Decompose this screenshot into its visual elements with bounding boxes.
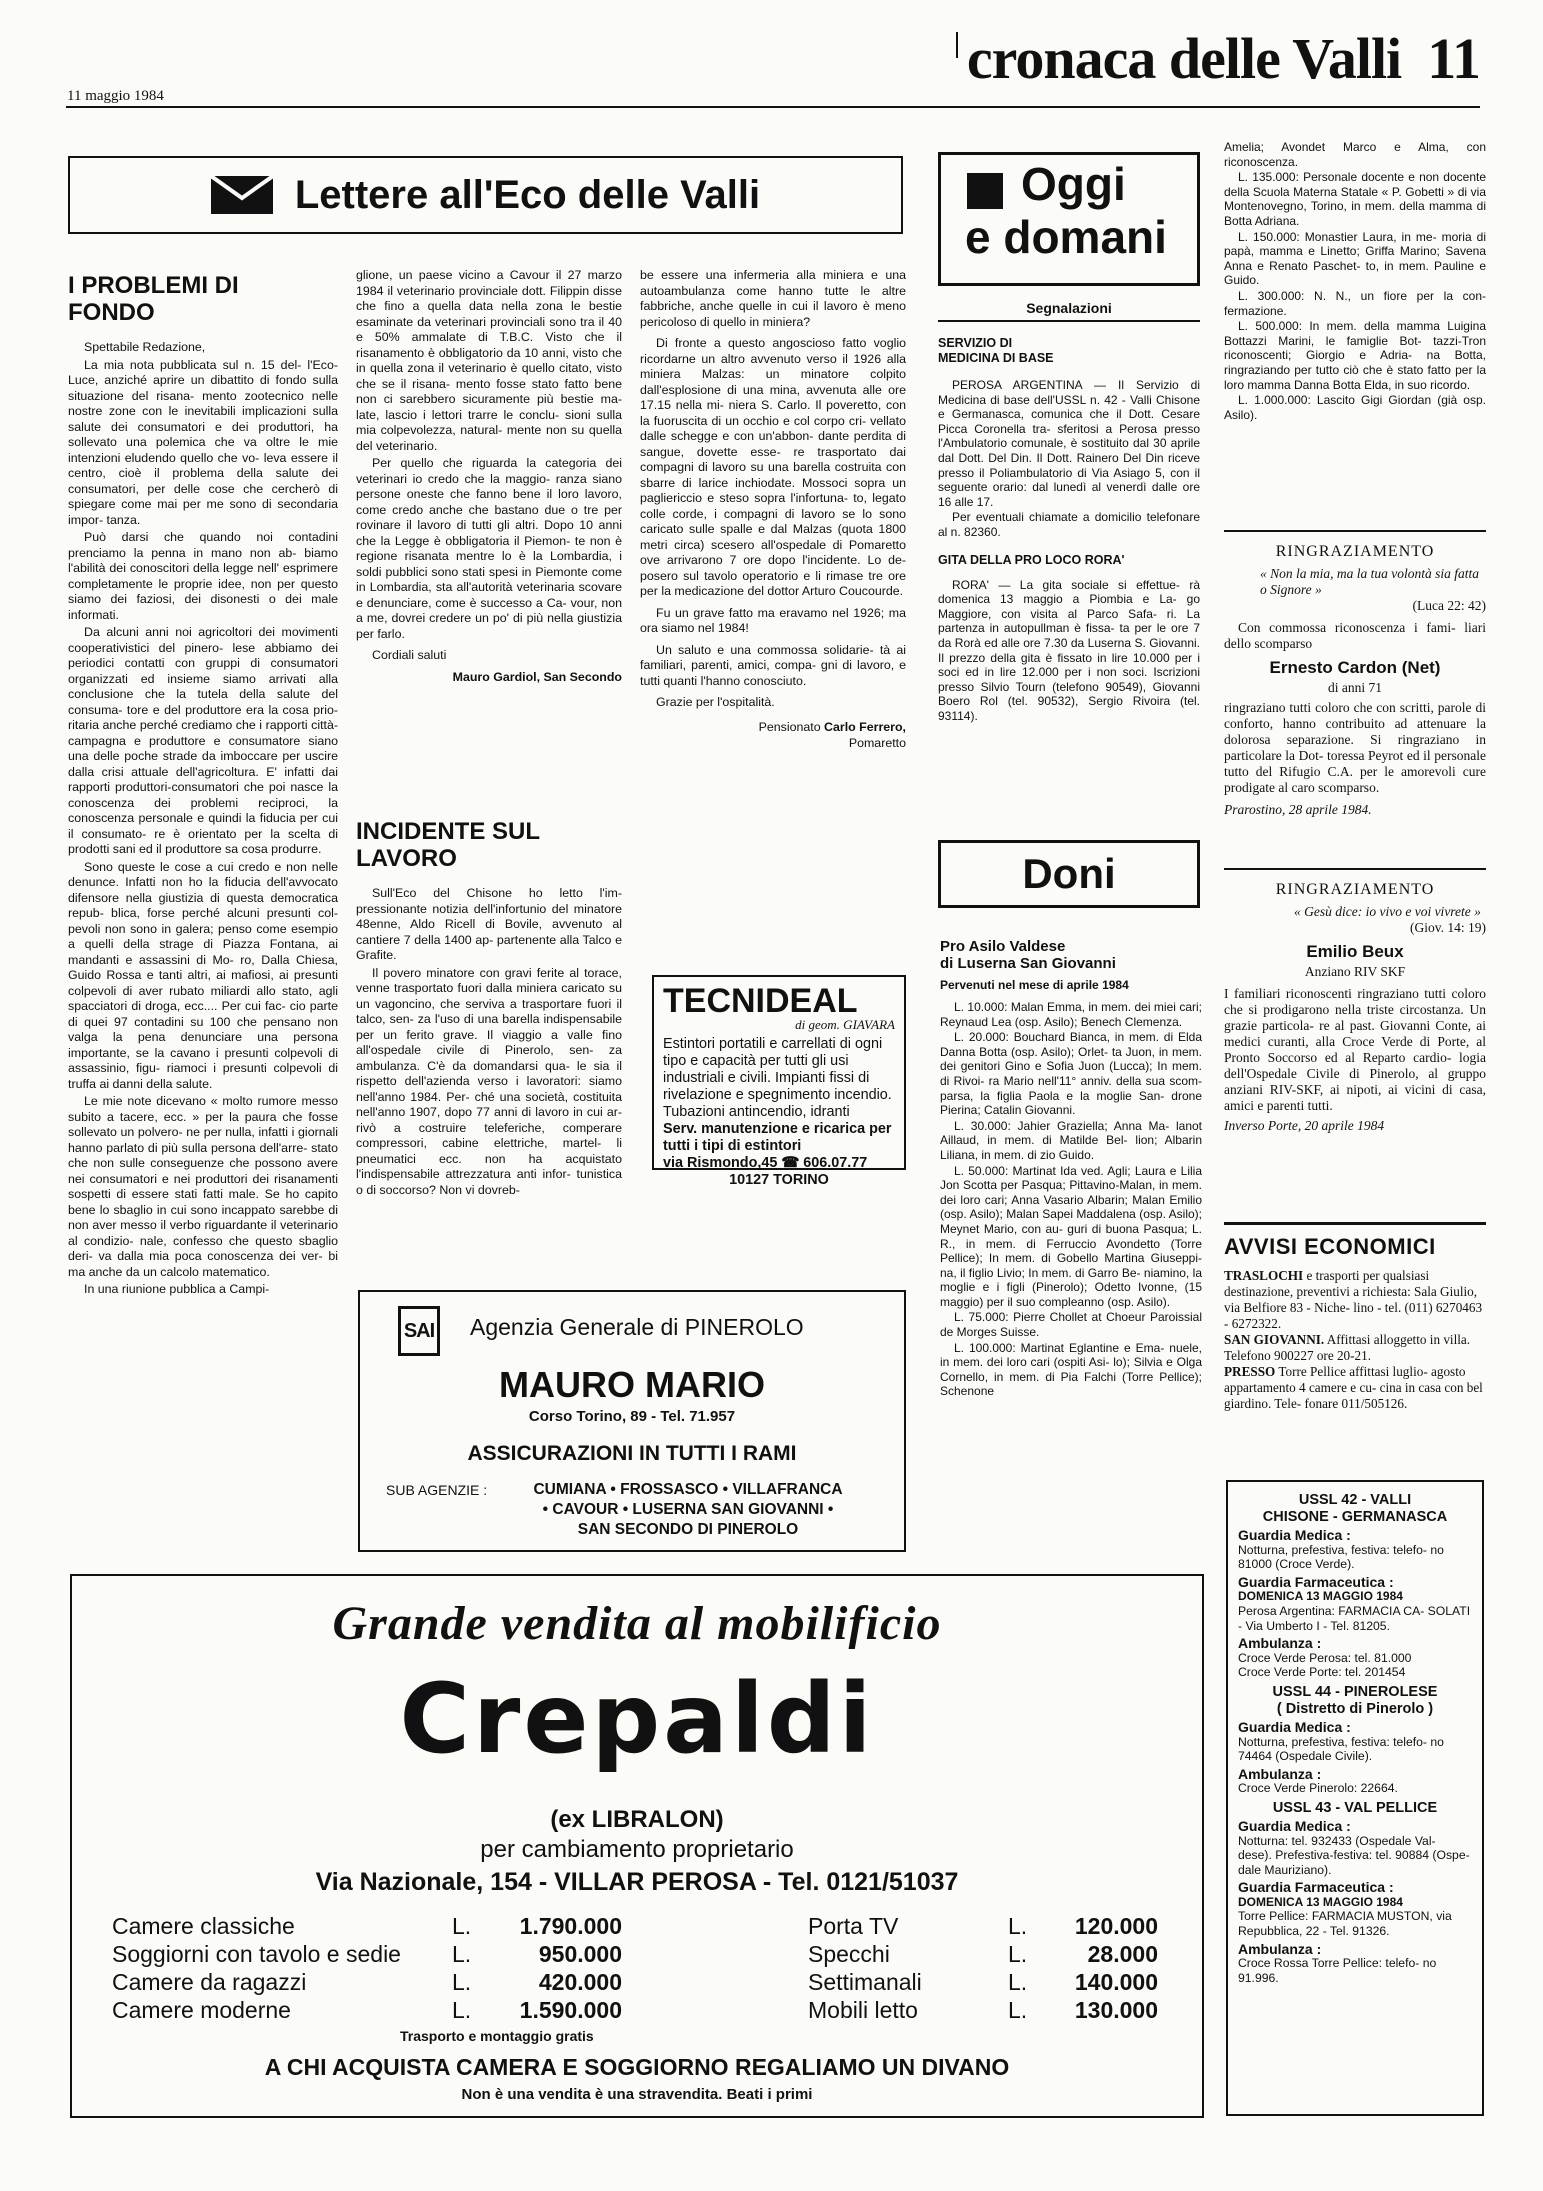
price-row — [112, 1996, 672, 2024]
notice-text: RORA' — La gita sociale si effettue- rà domenica 13 maggio a Piombia e La- go Maggiore, con visita al Parco Safa- ri. La partenza in autopullman è fissa- ta per le ore 7 da Rorà ed alle ore 7.30 da Luserna S. Giovanni. Il prezzo della gita è fissato in lire 10.000 per i soci ed in lire 12.000 per i non soci. Iscrizioni presso Silvio Tourn (telefono 90549), Giovanni Boero Rol (tel. 90532), Sergio Rivoira (tel. 93114). — [938, 577, 1200, 723]
doni-list — [940, 938, 1202, 1400]
avvisi-list — [1224, 1268, 1486, 1412]
price-value: 950.000 — [538, 1941, 622, 1967]
price-currency: L. — [452, 1969, 472, 1995]
doni-sub: Pervenuti nel mese di aprile 1984 — [940, 978, 1129, 992]
ussl-heading: Guardia Medica : — [1238, 1817, 1351, 1834]
paragraph: Da alcuni anni noi agricoltori dei movimenti cooperativistici del pinero- lese abbiamo dei periodici contatti con gruppi di consumatori organizzati ed insieme siamo arrivati alla conclusione che la tutela della salute del consuma- tore e del produttore era la cosa prio- ritaria anche perché crediamo che i rapporti città-campagna e produttore e consumatore siano una delle poche strade da imboccare per uscire dalla crisi attuale dell'agricoltura. E' infatti dai rapporti produttori-consumatori che poi nasce la conoscenza dei problemi reciproci, la conoscenza personale e quindi la fiducia per cui il consumato- re è orientato per la scelta di prodotti sani ed il produttore sa cosa produrre. — [68, 625, 338, 856]
ussl-44-title — [1238, 1684, 1472, 1718]
ringraziamento-cardon — [1224, 544, 1486, 818]
notice-head-line: MEDICINA DI BASE — [938, 351, 1054, 365]
ussl-heading: Guardia Farmaceutica : — [1238, 1879, 1394, 1896]
paragraph: Le mie note dicevano « molto rumore messo subito a tacere, ecc. » per la paura che fosse sollevato un polvero- ne per nulla, infatti i giornali hanno parlato di più sulla persona dell'arre- stato che non sulle conseguenze che possono avere nei consumatori e nei produttori dei risanamenti sospetti di essere stati fatti male. Se ho capito bene lo sbaglio in cui sono incappato sarebbe di non aver messo il verbo riguardante il veterinario al condizio- nale, confesso che questo sbaglio deri- va dalla mia poca conoscenza dei ver- bi ma anche da un calcolo matematico. — [68, 1094, 338, 1279]
sai-logo: SAI — [398, 1306, 440, 1356]
ussl-text: Croce Verde Pinerolo: 22664. — [1238, 1781, 1398, 1796]
notice-head: GITA DELLA PRO LOCO RORA' — [938, 552, 1125, 567]
sai-sub-line: SAN SECONDO DI PINEROLO — [577, 1521, 799, 1538]
price-label: Mobili letto — [808, 1997, 918, 2023]
avviso-lead: SAN GIOVANNI. — [1224, 1332, 1325, 1347]
price-currency: L. — [1008, 1913, 1028, 1939]
avviso-text: Affittasi alloggetto in villa. Telefono 900227 ore 20-21. — [1224, 1332, 1471, 1363]
price-list-left — [112, 1912, 672, 2024]
segnalazioni-label: Segnalazioni — [1026, 300, 1112, 316]
price-row — [112, 1940, 672, 1968]
sai-ad — [358, 1290, 906, 1552]
ussl-title-line: ( Distretto di Pinerolo ) — [1276, 1700, 1434, 1717]
doni-entry: L. 100.000: Martinat Eglantine e Ema- nuele, in mem. dei loro cari (ospiti Asi- lo); Silvia e Olga Cornello, in mem. di Pia Falchi (Torre Pellice); Schenone — [940, 1340, 1202, 1399]
sai-agency: Agenzia Generale di PINEROLO — [470, 1314, 804, 1340]
price-value: 28.000 — [1087, 1941, 1158, 1967]
avviso-text: Torre Pellice affittasi luglio- agosto appartamento 4 camere e cu- cina in casa con bel giardino. Tele- fonare 011/505126. — [1224, 1364, 1483, 1411]
ussl-text: Torre Pellice: FARMACIA MUSTON, via Repubblica, 22 - Tel. 91326. — [1238, 1909, 1452, 1939]
price-value: 420.000 — [538, 1969, 622, 1995]
ussl-text: Perosa Argentina: FARMACIA CA- SOLATI - Via Umberto I - Tel. 81205. — [1238, 1603, 1471, 1633]
price-label: Camere moderne — [112, 1997, 291, 2023]
crepaldi-reason: per cambiamento proprietario — [480, 1836, 794, 1863]
segnalazioni-list — [938, 336, 1200, 724]
notice-head-line: SERVIZIO DI — [938, 336, 1013, 350]
divider — [1224, 868, 1486, 870]
issue-date: 11 maggio 1984 — [67, 88, 164, 104]
avvisi-economici — [1224, 1234, 1486, 1412]
doni-entry: L. 30.000: Jahier Graziella; Anna Ma- lanot Aillaud, in mem. di Matilde Bel- lion; Albarin Liliana, in mem. di zio Guido. — [940, 1118, 1202, 1162]
ring-ref: (Giov. 14: 19) — [1410, 920, 1486, 935]
avviso-item — [1224, 1364, 1486, 1412]
avviso-lead: TRASLOCHI — [1224, 1268, 1304, 1283]
ring-place: Inverso Porte, 20 aprile 1984 — [1224, 1118, 1385, 1133]
envelope-icon — [211, 176, 273, 214]
notice-head — [938, 336, 1200, 366]
price-value: 140.000 — [1074, 1969, 1158, 1995]
signature-place: Pomaretto — [848, 735, 906, 750]
ring-name: Emilio Beux — [1306, 942, 1404, 961]
price-value: 1.590.000 — [519, 1997, 622, 2023]
doni-banner — [938, 840, 1200, 908]
doni-entry: L. 500.000: In mem. della mamma Luigina Bottazzi Marini, le famiglie Bot- tazzi-Tron riconoscenti; Giorgio e Adria- na Botta, ringraziando per tutto ciò che è stato fatto per la loro mamma Danna Botta Elda, in suo ricordo. — [1224, 319, 1486, 392]
price-row — [808, 1996, 1168, 2024]
article-body — [356, 886, 622, 1198]
ussl-text: Croce Verde Porte: tel. 201454 — [1238, 1665, 1406, 1680]
paragraph: Di fronte a questo angoscioso fatto voglio ricordarne un altro avvenuto verso il 1926 alla miniera Malzas: un minatore colpito dall'esplosione di una mina, avvenuta alle ore 17.15 nella mi- niera S. Carlo. Il poveretto, con la fuoruscita di un occhio e col corpo cri- vellato dalle schegge e con un'abbon- dante perdita di sangue, dovette esse- re trasportato dai compagni di lavoro su una barella costruita con sbarre di larice inchiodate. Mossoci sopra un pagliericcio e steso sopra l'infortuna- to, legato colle corde, i compagni di lavoro se lo sono caricato sulle spalle e dal Malzas (quota 1800 metri circa) scesero all'ospedale di Pomaretto ove arrivarono 7 ore dopo l'incidente. Lo de- posero sul tavolo operatorio e li rimase tre ore per la medicazione del dottor Arturo Coucourde. — [640, 336, 906, 598]
salutation: Spettabile Redazione, — [84, 340, 206, 354]
price-row — [808, 1912, 1168, 1940]
tecnideal-ad — [652, 975, 906, 1188]
paragraph: glione, un paese vicino a Cavour il 27 marzo 1984 il veterinario provinciale dott. Filippin disse che fino a quella data nella zona le bestie esaminate da veterinari provinciali sono tra il 40 e 50% ammalate di T.B.C. Visto che il risanamento è obbligatorio da 10 anni, visto che in quella zona il veterinario è quello citato, visto che se il risana- mento fosse stato fatto bene non ci sarebbero sicuramente più bestie ma- late, lascio i lettori trarre le conclu- sioni sulla mia colpevolezza, natural- mente non su quella del veterinario. — [356, 268, 622, 453]
tecnideal-owner: di geom. GIAVARA — [795, 1017, 895, 1032]
letters-banner-title: Lettere all'Eco delle Valli — [294, 172, 761, 217]
ussl-heading: Guardia Farmaceutica : — [1238, 1573, 1394, 1590]
signature — [640, 719, 906, 751]
doni-entry: L. 1.000.000: Lascito Gigi Giordan (già osp. Asilo). — [1224, 393, 1486, 422]
ussl-43-title: USSL 43 - VAL PELLICE — [1272, 1799, 1438, 1816]
square-bullet-icon — [967, 173, 1003, 209]
paragraph: Il povero minatore con gravi ferite al torace, venne trasportato fuori dalla miniera caricato su un vagoncino, che serviva a trasportare fuori il talco, sen- za l'uso di una barella indispensabile per un ferito grave. Il viaggio a valle fino all'ospedale civile di Pinerolo, sen- za ambulanza. C'è da domandarsi qua- le sia il rispetto dell'azienda verso i lavoratori: siamo nell'anno 1984. Per- ché una società, costituita nell'anno 1907, dopo 77 anni di lavoro in cui ar- rivò a costruire teleferiche, comperare compressori, cabine elettriche, martel- li pneumatici ecc. non ha acquistato l'indispensabile attrezzatura anti infor- tunistica o di soccorso? Non vi dovreb- — [356, 965, 622, 1197]
ussl-heading: Guardia Medica : — [1238, 1718, 1351, 1735]
notice-text: PEROSA ARGENTINA — Il Servizio di Medicina di base dell'USSL n. 42 - Valli Chisone e Germanasca, comunica che il Dott. Cesare Picca Coronella tra- sferitosi a Perosa presso l'Ambulatorio comunale, è sostituito dal 30 aprile dal Dott. Del Din. Il Dott. Rainero Del Din riceve presso il Poliambulatorio di Via Asiago 5, con il seguente orario: dal lunedì al venerdì dalle ore 16 alle 17. — [938, 378, 1200, 509]
signature-prefix: Pensionato — [758, 719, 821, 734]
price-currency: L. — [452, 1997, 472, 2023]
sai-sub-line: • CAVOUR • LUSERNA SAN GIOVANNI • — [542, 1501, 834, 1518]
crepaldi-logo: Crepaldi — [399, 1663, 875, 1775]
oggi-title: Oggi — [1021, 158, 1126, 210]
price-row — [808, 1968, 1168, 1996]
article-problemi — [68, 272, 338, 1300]
ring-sub: Anziano RIV SKF — [1304, 964, 1406, 979]
paragraph: Può darsi che quando noi contadini prenciamo la penna in mano non ab- biamo l'abilità dei conoscitori della legge nell' esprimere completamente le proprie idee, non per questo siamo dei faziosi, dei disonesti o dei male informati. — [68, 530, 338, 622]
ussl-title-line: USSL 44 - PINEROLESE — [1272, 1683, 1438, 1700]
ussl-text: Croce Rossa Torre Pellice: telefo- no 91.996. — [1238, 1956, 1437, 1985]
price-label: Camere da ragazzi — [112, 1969, 307, 1995]
crepaldi-transport: Trasporto e montaggio gratis — [400, 2028, 594, 2044]
tecnideal-city: 10127 TORINO — [729, 1172, 829, 1188]
price-row — [112, 1968, 672, 1996]
doni-entry: Amelia; Avondet Marco e Alma, con riconoscenza. — [1224, 140, 1486, 169]
paragraph: Fu un grave fatto ma eravamo nel 1926; ma ora siamo nel 1984! — [640, 605, 906, 635]
doni-entry: L. 50.000: Martinat Ida ved. Agli; Laura e Lilia Jon Scotta per Pasqua; Pittavino-Malan, in mem. dei loro cari; Anna Vasario Albarin; Malan Emilio (osp. Asilo); Malan Sapei Maddalena (osp. Asilo); Meynet Mario, con au- guri di buona Pasqua; L. R., in mem. di Ferruccio Avondetto (Torre Pellice); In mem. di Gobello Martina Giuseppi- na, il figlio Livio; In mem. di Garro Be- niamino, la moglie e i figli (Pinerolo); Odetto Ivonne, (15 maggio) per il suo compleanno (osp. Asilo). — [940, 1163, 1202, 1309]
ring-intro: Con commossa riconoscenza i fami- liari dello scomparso — [1224, 620, 1486, 651]
doni-entry: L. 300.000: N. N., un fiore per la con- fermazione. — [1224, 288, 1486, 318]
ussl-42-title — [1238, 1492, 1472, 1526]
doni-entry: L. 75.000: Pierre Chollet at Choeur Paroissial de Morges Suisse. — [940, 1310, 1202, 1340]
doni-head-line: di Luserna San Giovanni — [940, 955, 1116, 972]
notice-text: Per eventuali chiamate a domicilio telefonare al n. 82360. — [938, 510, 1200, 539]
ring-age: di anni 71 — [1328, 680, 1382, 695]
price-label: Camere classiche — [112, 1913, 295, 1939]
avviso-lead: PRESSO — [1224, 1364, 1276, 1379]
oggi-title-2: e domani — [965, 211, 1167, 263]
ussl-title-line: USSL 42 - VALLI — [1298, 1492, 1412, 1508]
paragraph: La mia nota pubblicata sul n. 15 del- l'Eco-Luce, anziché aprire un dibattito di fondo sulla situazione del risana- mento zootecnico nelle nostre zone con le inevitabili implicazioni sulla salute dei consumatori e dei produttori, ha sollevato una polemica che va oltre le mie intenzioni eludendo quello che vo- leva essere il centro, cioè il problema della salute dei consumatori, per delle cose che cercherò di spiegare come mai per me sono di secondaria impor- tanza. — [68, 357, 338, 527]
paragraph: Per quello che riguarda la categoria dei veterinari io credo che la maggio- ranza siano persone oneste che fanno bene il loro lavoro, come credo anche che bastano due o tre per rovinare il lavoro di tutti gli altri. Dopo 10 anni che la Legge è obbligatoria il Piemon- te non è regione risanata mentre lo è la Lombardia, i soldi pubblici sono stati spesi in Piemonte come in Lombardia, sta all'autorità veterinaria scovare e denunciare, come è successo a Ca- vour, non a me, dovrei credere un po' di più nella giustizia per farlo. — [356, 456, 622, 641]
article-incidente-cont — [640, 268, 906, 751]
price-row — [808, 1940, 1168, 1968]
paragraph: Sono queste le cose a cui credo e non nelle denunce. Infatti non ho la fiducia dell'avvocato difensore nella giustizia di questa democratica repub- blica, forse perché alcuni presunti col- pevoli non sono in galera; penso come esempio a quelli della strage di Piazza Fontana, ai mandanti e assassini di Mo- ro, Dalla Chiesa, Guido Rossa e tanti altri, ai mafiosi, ai presunti colpevoli di aver rubato miliardi allo stato, agli spacciatori di droga, ecc.... Per cui fac- cio parte di quei 97 contadini su 100 che pensano non valga la pena denunciare una persona importante, se la cavano i presunti colpevoli di assassinio, figu- riamoci i presunti colpevoli di truffa ai danni della salute. — [68, 859, 338, 1091]
doni-entries — [940, 1000, 1202, 1399]
ring-quote: « Non la mia, ma la tua volontà sia fatta o Signore » — [1260, 566, 1480, 597]
crepaldi-headline: Grande vendita al mobilificio — [332, 1597, 942, 1650]
sai-sub-line: CUMIANA • FROSSASCO • VILLAFRANCA — [533, 1481, 843, 1498]
sai-name: MAURO MARIO — [499, 1364, 765, 1405]
sai-tagline: ASSICURAZIONI IN TUTTI I RAMI — [467, 1442, 797, 1465]
ussl-date: DOMENICA 13 MAGGIO 1984 — [1238, 1894, 1403, 1909]
article-problemi-cont — [356, 268, 622, 685]
avvisi-title: AVVISI ECONOMICI — [1224, 1234, 1436, 1259]
ring-title: RINGRAZIAMENTO — [1275, 881, 1435, 898]
price-label: Porta TV — [808, 1913, 899, 1939]
ussl-heading: Ambulanza : — [1238, 1635, 1322, 1652]
oggi-banner — [938, 152, 1200, 286]
paragraph: be essere una infermeria alla miniera e una autoambulanza come hanno tutte le altre fabbriche, anche quelle in cui il lavoro è meno pericoloso di quello in miniera? — [640, 268, 906, 329]
ussl-date: DOMENICA 13 MAGGIO 1984 — [1238, 1589, 1403, 1604]
segnalazioni-rule — [938, 320, 1200, 322]
ring-title: RINGRAZIAMENTO — [1275, 543, 1435, 560]
price-label: Specchi — [808, 1941, 890, 1967]
price-label: Soggiorni con tavolo e sedie — [112, 1941, 401, 1967]
ussl-text: Notturna, prefestiva, festiva: telefo- no 81000 (Croce Verde). — [1238, 1542, 1444, 1572]
doni-head — [940, 938, 1202, 972]
tecnideal-address: via Rismondo,45 ☎ 606.07.77 — [663, 1155, 868, 1171]
price-currency: L. — [1008, 1997, 1028, 2023]
price-list-right — [808, 1912, 1168, 2024]
doni-head-line: Pro Asilo Valdese — [940, 938, 1066, 955]
ring-place: Prarostino, 28 aprile 1984. — [1224, 802, 1372, 817]
doni-entry: L. 20.000: Bouchard Bianca, in mem. di Elda Danna Botta (osp. Asilo); Orlet- ta Juon, in mem. dei genitori Gino e Sofia Juon (Lucca); In mem. di Rivoi- ra Mario nell'11° anniv. della sua scom- parsa, la figlia Paola e la moglie San- drone Pierina; Catalin Giovanni. — [940, 1030, 1202, 1118]
masthead — [950, 26, 1480, 92]
paragraph: Sull'Eco del Chisone ho letto l'im- pressionante notizia dell'infortunio del minatore 48enne, Aldo Ricell di Bovile, avvenuto al cantiere 7 della 1400 ap- partenente alla Talco e Grafite. — [356, 886, 622, 962]
doni-entry: L. 135.000: Personale docente e non docente della Scuola Materna Statale « P. Gobetti » di via Montenovegno, Torino, in mem. della mamma di Botta Adriana. — [1224, 170, 1486, 228]
crepaldi-ad — [70, 1574, 1204, 2118]
article-title: INCIDENTE SUL LAVORO — [356, 818, 540, 872]
price-label: Settimanali — [808, 1969, 922, 1995]
price-currency: L. — [1008, 1941, 1028, 1967]
ussl-text: Notturna: tel. 932433 (Ospedale Val- dese). Prefestiva-festiva: tel. 90884 (Ospe- dale Mauriziano). — [1238, 1833, 1470, 1877]
section-title: cronaca delle Valli — [966, 26, 1402, 91]
price-currency: L. — [452, 1913, 472, 1939]
tecnideal-name: TECNIDEAL — [663, 982, 858, 1020]
ussl-box — [1226, 1480, 1484, 2116]
crepaldi-ex: (ex LIBRALON) — [550, 1806, 724, 1833]
ussl-heading: Ambulanza : — [1238, 1765, 1322, 1782]
crepaldi-address: Via Nazionale, 154 - VILLAR PEROSA - Tel. 0121/51037 — [315, 1868, 959, 1896]
ussl-text: Notturna, prefestiva, festiva: telefo- no 74464 (Ospedale Civile). — [1238, 1734, 1444, 1764]
ring-quote: « Gesù dice: io vivo e voi vivrete » — [1294, 904, 1481, 919]
doni-entry: L. 150.000: Monastier Laura, in me- moria di papà, mamma e Linetto; Griffa Marino; Savena Anna e Renato Paschet- to, in mem. Pauline e Guido. — [1224, 229, 1486, 288]
avviso-item — [1224, 1268, 1486, 1332]
crepaldi-footer: Non è una vendita è una stravendita. Beati i primi — [461, 2086, 813, 2103]
price-value: 1.790.000 — [519, 1913, 622, 1939]
page-number: 11 — [1427, 26, 1480, 91]
tecnideal-service: Serv. manutenzione e ricarica per tutti i tipi di estintori — [663, 1121, 892, 1154]
header-tick — [956, 32, 958, 58]
sai-sub-agencies — [488, 1480, 888, 1540]
avviso-item — [1224, 1332, 1486, 1364]
price-value: 130.000 — [1074, 1997, 1158, 2023]
ringraziamento-beux — [1224, 882, 1486, 1134]
ring-text: ringraziano tutti coloro che con scritti, parole di conforto, hanno contribuito ad attenuare la dolorosa separazione. Si ringraziano in particolare la Dot- toressa Peyrot ed il personale tutto del Rifugio C.A. per le amorevoli cure prodigate al caro scomparso. — [1224, 700, 1486, 795]
article-body — [68, 340, 338, 1298]
article-incidente — [356, 818, 622, 1200]
doni-title: Doni — [1022, 850, 1116, 897]
paragraph: Un saluto e una commossa solidarie- tà ai familiari, parenti, amici, compa- gni di lavoro, e tutti quanti l'hanno conosciuto. — [640, 642, 906, 688]
letters-banner — [68, 156, 903, 234]
ring-ref: (Luca 22: 42) — [1412, 598, 1486, 613]
signature-name: Carlo Ferrero, — [824, 719, 906, 734]
doni-list-cont — [1224, 140, 1486, 423]
ring-text: I familiari riconoscenti ringraziano tutti coloro che si prodigarono nella triste circostanza. Un grazie particola- re al past. Giovanni Conte, ai medici curanti, alla Croce Verde di Porte, al Pronto Soccorso ed al Reparto cardio- logia dell'Ospedale Civile di Pinerolo, al gruppo anziani RIV-SKF, ai nipoti, ai vicini di casa, amici e parenti tutti. — [1224, 986, 1486, 1113]
tecnideal-desc: Estintori portatili e carrellati di ogni tipo e capacità per tutti gli usi industriali e civili. Impianti fissi di rivelazione e spegnimento incendio. Tubazioni antincendio, idranti — [663, 1036, 892, 1120]
article-title: I PROBLEMI DI FONDO — [68, 272, 239, 326]
ring-name: Ernesto Cardon (Net) — [1269, 658, 1441, 677]
doni-entry: L. 10.000: Malan Emma, in mem. dei miei cari; Reynaud Lea (osp. Asilo); Benech Clemenza. — [940, 1000, 1202, 1029]
header-rule — [66, 106, 1480, 108]
ussl-heading: Guardia Medica : — [1238, 1527, 1351, 1543]
divider — [1224, 1222, 1486, 1225]
divider — [1224, 530, 1486, 532]
paragraph: In una riunione pubblica a Campi- — [84, 1282, 270, 1296]
closing: Cordiali saluti — [372, 648, 447, 662]
paragraph: Grazie per l'ospitalità. — [656, 695, 775, 709]
signature: Mauro Gardiol, San Secondo — [452, 669, 622, 684]
price-currency: L. — [1008, 1969, 1028, 1995]
sai-sub-label: SUB AGENZIE : — [386, 1482, 488, 1498]
ussl-text: Croce Verde Perosa: tel. 81.000 — [1238, 1650, 1412, 1665]
crepaldi-offer: A CHI ACQUISTA CAMERA E SOGGIORNO REGALIAMO UN DIVANO — [264, 2054, 1010, 2080]
price-value: 120.000 — [1074, 1913, 1158, 1939]
price-row — [112, 1912, 672, 1940]
ussl-heading: Ambulanza : — [1238, 1940, 1322, 1957]
price-currency: L. — [452, 1941, 472, 1967]
ussl-title-line: CHISONE - GERMANASCA — [1262, 1509, 1448, 1525]
sai-address: Corso Torino, 89 - Tel. 71.957 — [528, 1408, 736, 1425]
avviso-text: e trasporti per qualsiasi destinazione, preventivi a richiesta: Sala Giulio, via Belfiore 83 - Niche- lino - tel. (011) 6270463 - 6272322. — [1224, 1268, 1483, 1331]
